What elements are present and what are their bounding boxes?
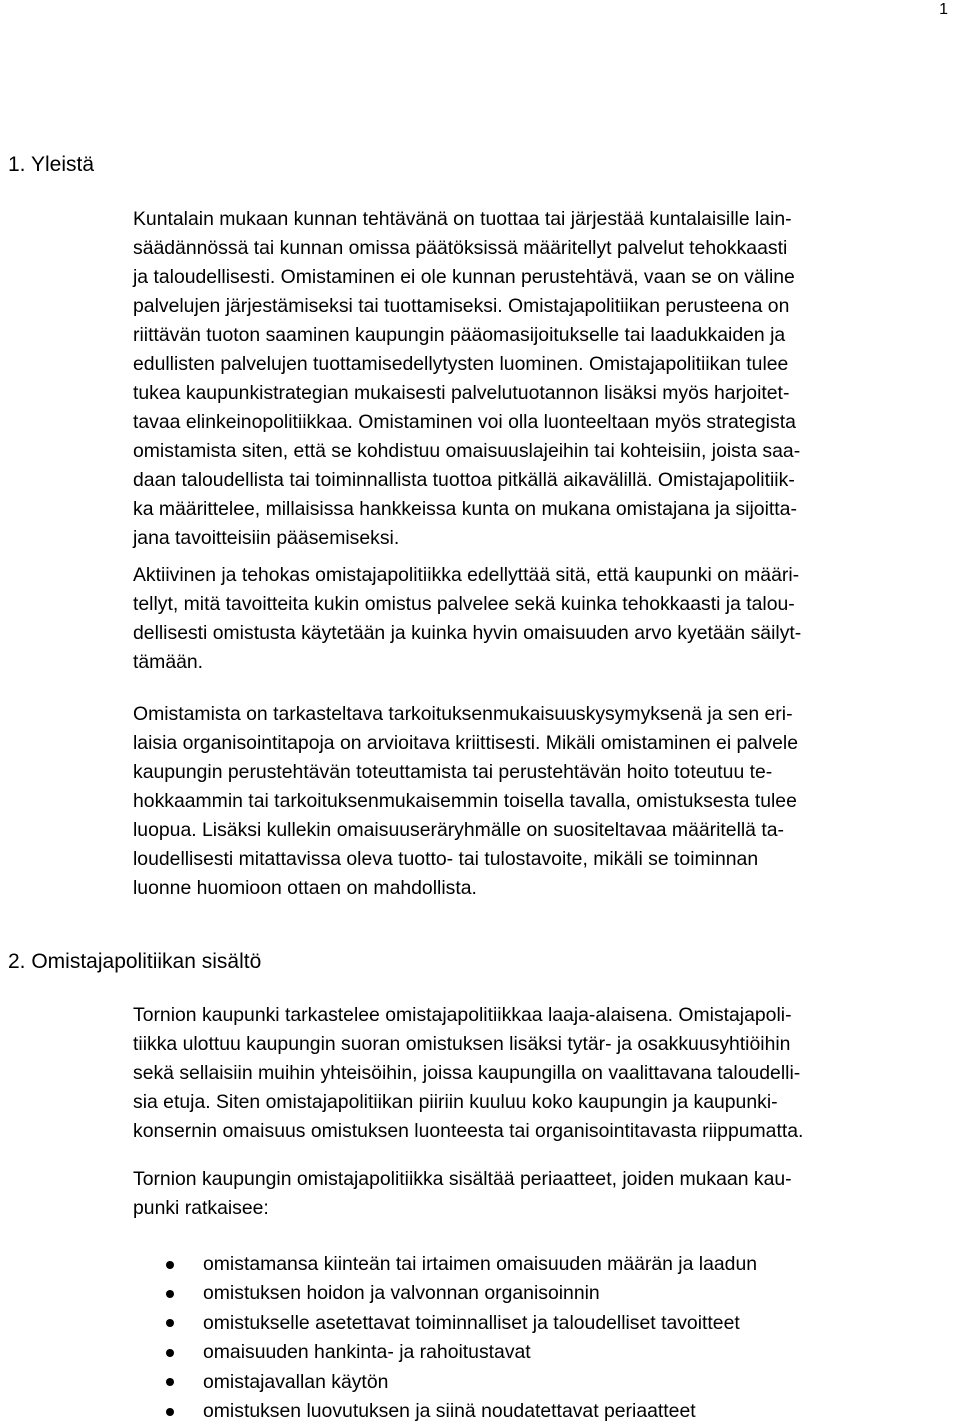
text-line: Aktiivinen ja tehokas omistajapolitiikka edellyttää sitä, että kaupunki on määri- [133, 564, 800, 586]
text-line: punki ratkaisee: [133, 1197, 269, 1219]
text-line: säädännössä tai kunnan omissa päätöksissä määritellyt palvelut tehokkaasti [133, 237, 788, 259]
paragraph-3 [133, 700, 960, 903]
bullet-icon [166, 1378, 174, 1386]
text-line: loudellisesti mitattavissa oleva tuotto- tai tulostavoite, mikäli se toiminnan [133, 848, 759, 870]
list-item [133, 1309, 757, 1338]
paragraph-4 [133, 1001, 960, 1146]
text-line: luopua. Lisäksi kullekin omaisuuseräryhmälle on suositeltavaa määritellä ta- [133, 819, 784, 841]
page-number: 1 [939, 1, 948, 18]
list-item [133, 1279, 757, 1308]
list-item-text: omistamansa kiinteän tai irtaimen omaisuuden määrän ja laadun [203, 1253, 758, 1275]
text-line: omistamista siten, että se kohdistuu omaisuuslajeihin tai kohteisiin, joista saa- [133, 440, 801, 462]
text-line: sia etuja. Siten omistajapolitiikan piiriin kuuluu koko kaupungin ja kaupunki- [133, 1091, 778, 1113]
text-line: tavaa elinkeinopolitiikkaa. Omistaminen voi olla luonteeltaan myös strategista [133, 411, 796, 433]
bullet-icon [166, 1319, 174, 1327]
text-line: tukea kaupunkistrategian mukaisesti palvelutuotannon lisäksi myös harjoitet- [133, 382, 790, 404]
paragraph-1 [133, 205, 960, 553]
text-line: hokkaammin tai tarkoituksenmukaisemmin toisella tavalla, omistuksesta tulee [133, 790, 797, 812]
text-line: edullisten palvelujen tuottamisedellytysten luominen. Omistajapolitiikan tulee [133, 353, 789, 375]
list-item-text: omaisuuden hankinta- ja rahoitustavat [203, 1341, 531, 1364]
bullet-icon [166, 1290, 174, 1298]
list-item-text: omistuksen hoidon ja valvonnan organisoinnin [203, 1282, 600, 1305]
text-line: Tornion kaupungin omistajapolitiikka sisältää periaatteet, joiden mukaan kau- [133, 1168, 792, 1190]
text-line: tellyt, mitä tavoitteita kukin omistus palvelee sekä kuinka tehokkaasti ja talou- [133, 593, 795, 615]
list-item-text: omistuksen luovutuksen ja siinä noudatettavat periaatteet [203, 1400, 696, 1423]
section-heading-yleista: 1. Yleistä [8, 153, 94, 176]
list-item-text: omistajavallan käytön [203, 1370, 389, 1393]
text-line: sekä sellaisiin muihin yhteisöihin, joissa kaupungilla on vaalittavana taloudelli- [133, 1062, 801, 1084]
text-line: daan taloudellista tai toiminnallista tuottoa pitkällä aikavälillä. Omistajapolitiik- [133, 469, 795, 491]
paragraph-2 [133, 561, 960, 677]
paragraph-5 [133, 1165, 960, 1223]
bullet-icon [166, 1349, 174, 1357]
text-line: riittävän tuoton saaminen kaupungin pääomasijoitukselle tai laadukkaiden ja [133, 324, 786, 346]
list-item [133, 1250, 757, 1279]
section-heading-omistajapolitiikan-sisalto: 2. Omistajapolitiikan sisältö [8, 950, 262, 973]
text-line: Kuntalain mukaan kunnan tehtävänä on tuottaa tai järjestää kuntalaisille lain- [133, 208, 792, 230]
text-line: ja taloudellisesti. Omistaminen ei ole kunnan perustehtävä, vaan se on väline [133, 266, 795, 288]
text-line: palvelujen järjestämiseksi tai tuottamiseksi. Omistajapolitiikan perusteena on [133, 295, 790, 317]
text-line: Tornion kaupunki tarkastelee omistajapolitiikkaa laaja-alaisena. Omistajapoli- [133, 1004, 792, 1026]
text-line: laisia organisointitapoja on arvioitava kriittisesti. Mikäli omistaminen ei palvele [133, 732, 798, 754]
list-item-text: omistukselle asetettavat toiminnalliset ja taloudelliset tavoitteet [203, 1311, 740, 1334]
text-line: tiikka ulottuu kaupungin suoran omistuksen lisäksi tytär- ja osakkuusyhtiöihin [133, 1033, 791, 1055]
text-line: konsernin omaisuus omistuksen luonteesta tai organisointitavasta riippumatta. [133, 1120, 804, 1142]
bullet-list [133, 1250, 757, 1426]
text-line: tämään. [133, 651, 204, 673]
list-item [133, 1338, 757, 1367]
text-line: luonne huomioon ottaen on mahdollista. [133, 877, 477, 899]
text-line: dellisesti omistusta käytetään ja kuinka hyvin omaisuuden arvo kyetään säilyt- [133, 622, 802, 644]
text-line: ka määrittelee, millaisissa hankkeissa kunta on mukana omistajana ja sijoitta- [133, 498, 797, 520]
text-line: Omistamista on tarkasteltava tarkoituksenmukaisuuskysymyksenä ja sen eri- [133, 703, 793, 725]
bullet-icon [166, 1408, 174, 1416]
text-line: jana tavoitteisiin pääsemiseksi. [133, 527, 400, 549]
text-line: kaupungin perustehtävän toteuttamista tai perustehtävän hoito toteutuu te- [133, 761, 773, 783]
list-item [133, 1397, 757, 1426]
bullet-icon [166, 1261, 174, 1269]
list-item [133, 1368, 757, 1397]
